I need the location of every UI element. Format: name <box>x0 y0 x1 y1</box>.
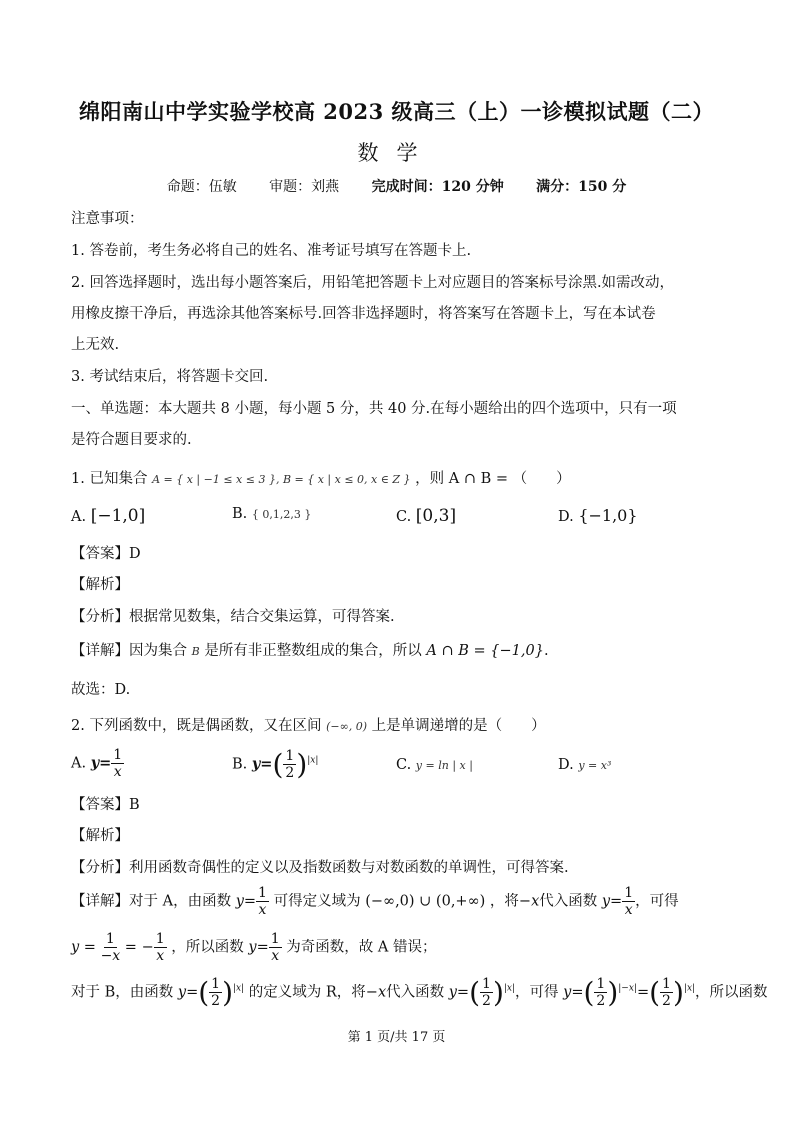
q2-d3d: ，可得 <box>515 984 559 1001</box>
q1-detail: 【详解】因为集合 B 是所有非正整数组成的集合，所以 A ∩ B = {−1,0}. <box>71 643 549 659</box>
q1-c-label: C. <box>396 509 412 525</box>
q1-c-value: [0,3] <box>415 506 457 526</box>
q2-d3e: ，所以函数 <box>695 984 768 1001</box>
q1-detail-setB: B <box>191 645 200 658</box>
section-1-line2: 是符合题目要求的. <box>71 432 192 448</box>
q2-analysis-tag: 【解析】 <box>71 828 129 844</box>
q2-option-b: B. y=( $\frac{1}{2}$ )$^{|x|}$ <box>232 748 319 781</box>
q2-a-label: A. <box>71 755 87 772</box>
q2-d1e: ，可得 <box>635 893 679 910</box>
q2-d1c: ，将 <box>489 893 519 910</box>
q1-d-label: D. <box>558 509 574 525</box>
q1-option-b <box>232 506 311 522</box>
q1-detail-mid: 是所有非正整数组成的集合，所以 <box>204 643 422 659</box>
q2-option-a: A. y= $\frac{1}{x}$ <box>71 747 123 780</box>
q2-d2b: ，所以函数 <box>171 939 244 956</box>
q1-detail-prefix: 【详解】因为集合 <box>71 643 187 659</box>
q2-b-label: B. <box>232 756 248 773</box>
q2-domain: (−∞,0) ∪ (0,+∞) <box>365 893 486 910</box>
exam-title: 绵阳南山中学实验学校高 2023 级高三（上）一诊模拟试题（二） <box>78 99 715 124</box>
q2-d3c: 代入函数 <box>386 984 445 1001</box>
q2-answer: 【答案】B <box>71 797 140 813</box>
q1-b-value: { 0,1,2,3 } <box>251 508 312 521</box>
q2-d3b: 的定义域为 R，将 <box>248 984 366 1001</box>
section-1-line1: 一、单选题：本大题共 8 小题，每小题 5 分，共 40 分.在每小题给出的四个选项中，只有一项 <box>71 401 677 417</box>
q1-suffix: ，则 A ∩ B = （ ） <box>415 471 571 487</box>
note-2c: 上无效. <box>71 337 120 353</box>
q2-option-d <box>558 757 611 773</box>
q2-detail-line1: 【详解】对于 A，由函数 y= $\frac{1}{x}$ 可得定义域为 (−∞,0) ∪ (0,+∞) ，将−x代入函数 y= $\frac{1}{x}$ ，可得 <box>71 885 679 918</box>
q2-stem-suffix: 上是单调递增的是（ ） <box>371 718 546 734</box>
q2-d2c: 为奇函数，故 A 错误； <box>286 939 437 956</box>
q2-c-value: y = ln | x | <box>415 759 473 772</box>
q2-d1d: 代入函数 <box>539 893 598 910</box>
q1-choose: 故选：D. <box>71 682 131 698</box>
q2-stem <box>71 714 546 735</box>
q1-prefix: 1. 已知集合 <box>71 471 148 487</box>
q2-c-label: C. <box>396 757 412 773</box>
notes-heading: 注意事项： <box>71 211 144 227</box>
q2-negx-2: −x <box>365 984 387 1001</box>
note-3: 3. 考试结束后，将答题卡交回. <box>71 369 269 385</box>
duration: 完成时间：120 分钟 <box>371 179 504 195</box>
exam-meta <box>0 176 793 196</box>
reviewer: 审题：刘燕 <box>269 179 340 195</box>
q2-fenxi: 【分析】利用函数奇偶性的定义以及指数函数与对数函数的单调性，可得答案. <box>71 860 569 876</box>
note-2a: 2. 回答选择题时，选出每小题答案后，用铅笔把答题卡上对应题目的答案标号涂黑.如需改动， <box>71 275 675 291</box>
q1-option-c <box>396 506 456 526</box>
q1-d-value: {−1,0} <box>578 506 638 525</box>
q2-detail-line2: y = $\frac{1}{-x}$ = − $\frac{1}{x}$ ，所以函数 y= $\frac{1}{x}$ 为奇函数，故 A 错误； <box>71 931 437 964</box>
q1-sets: A = { x | −1 ≤ x ≤ 3 }, B = { x | x ≤ 0, x ∈ Z } <box>152 473 411 486</box>
page-footer: 第 1 页/共 17 页 <box>347 1030 446 1045</box>
q2-d-value: y = x³ <box>578 759 612 772</box>
full-score: 满分：150 分 <box>536 179 627 195</box>
subject-title: 数学 <box>357 141 436 165</box>
q1-analysis-tag: 【解析】 <box>71 577 129 593</box>
q2-interval: (−∞, 0) <box>326 720 368 733</box>
q2-d3a: 对于 B，由函数 <box>71 984 174 1001</box>
q1-detail-result: A ∩ B = {−1,0} <box>426 643 544 659</box>
q1-a-value: [−1,0] <box>90 506 146 526</box>
q1-a-label: A. <box>71 509 87 525</box>
q2-option-c <box>396 757 473 773</box>
q2-stem-text: 2. 下列函数中，既是偶函数，又在区间 <box>71 718 322 734</box>
q2-b-frac: $\frac{1}{2}$ <box>285 748 295 781</box>
q1-stem <box>71 467 571 488</box>
q2-d1a: 【详解】对于 A，由函数 <box>71 893 232 910</box>
q1-option-d <box>558 506 638 525</box>
q2-negx-1: −x <box>518 893 540 910</box>
q2-detail-line3: 对于 B，由函数 y=( $\frac{1}{2}$ )$^{|x|}$ 的定义域为 R，将−x代入函数 y=( $\frac{1}{2}$ )$^{|x|}$，可得 y=( $\frac{1}{2}$ )$^{|-x|}$=( $\frac{1}{2}$ )$^{|x|}$，所以函数 <box>71 976 768 1009</box>
q2-d1b: 可得定义域为 <box>273 893 361 910</box>
setter: 命题：伍敏 <box>166 179 237 195</box>
q1-fenxi: 【分析】根据常见数集，结合交集运算，可得答案. <box>71 609 395 625</box>
q1-b-label: B. <box>232 506 248 522</box>
note-2b: 用橡皮擦干净后，再选涂其他答案标号.回答非选择题时，将答案写在答题卡上，写在本试卷 <box>71 306 656 322</box>
q1-answer: 【答案】D <box>71 546 141 562</box>
q2-a-frac: $\frac{1}{x}$ <box>113 747 123 780</box>
q1-option-a <box>71 506 145 526</box>
note-1: 1. 答卷前，考生务必将自己的姓名、准考证号填写在答题卡上. <box>71 243 472 259</box>
q2-d-label: D. <box>558 757 574 773</box>
